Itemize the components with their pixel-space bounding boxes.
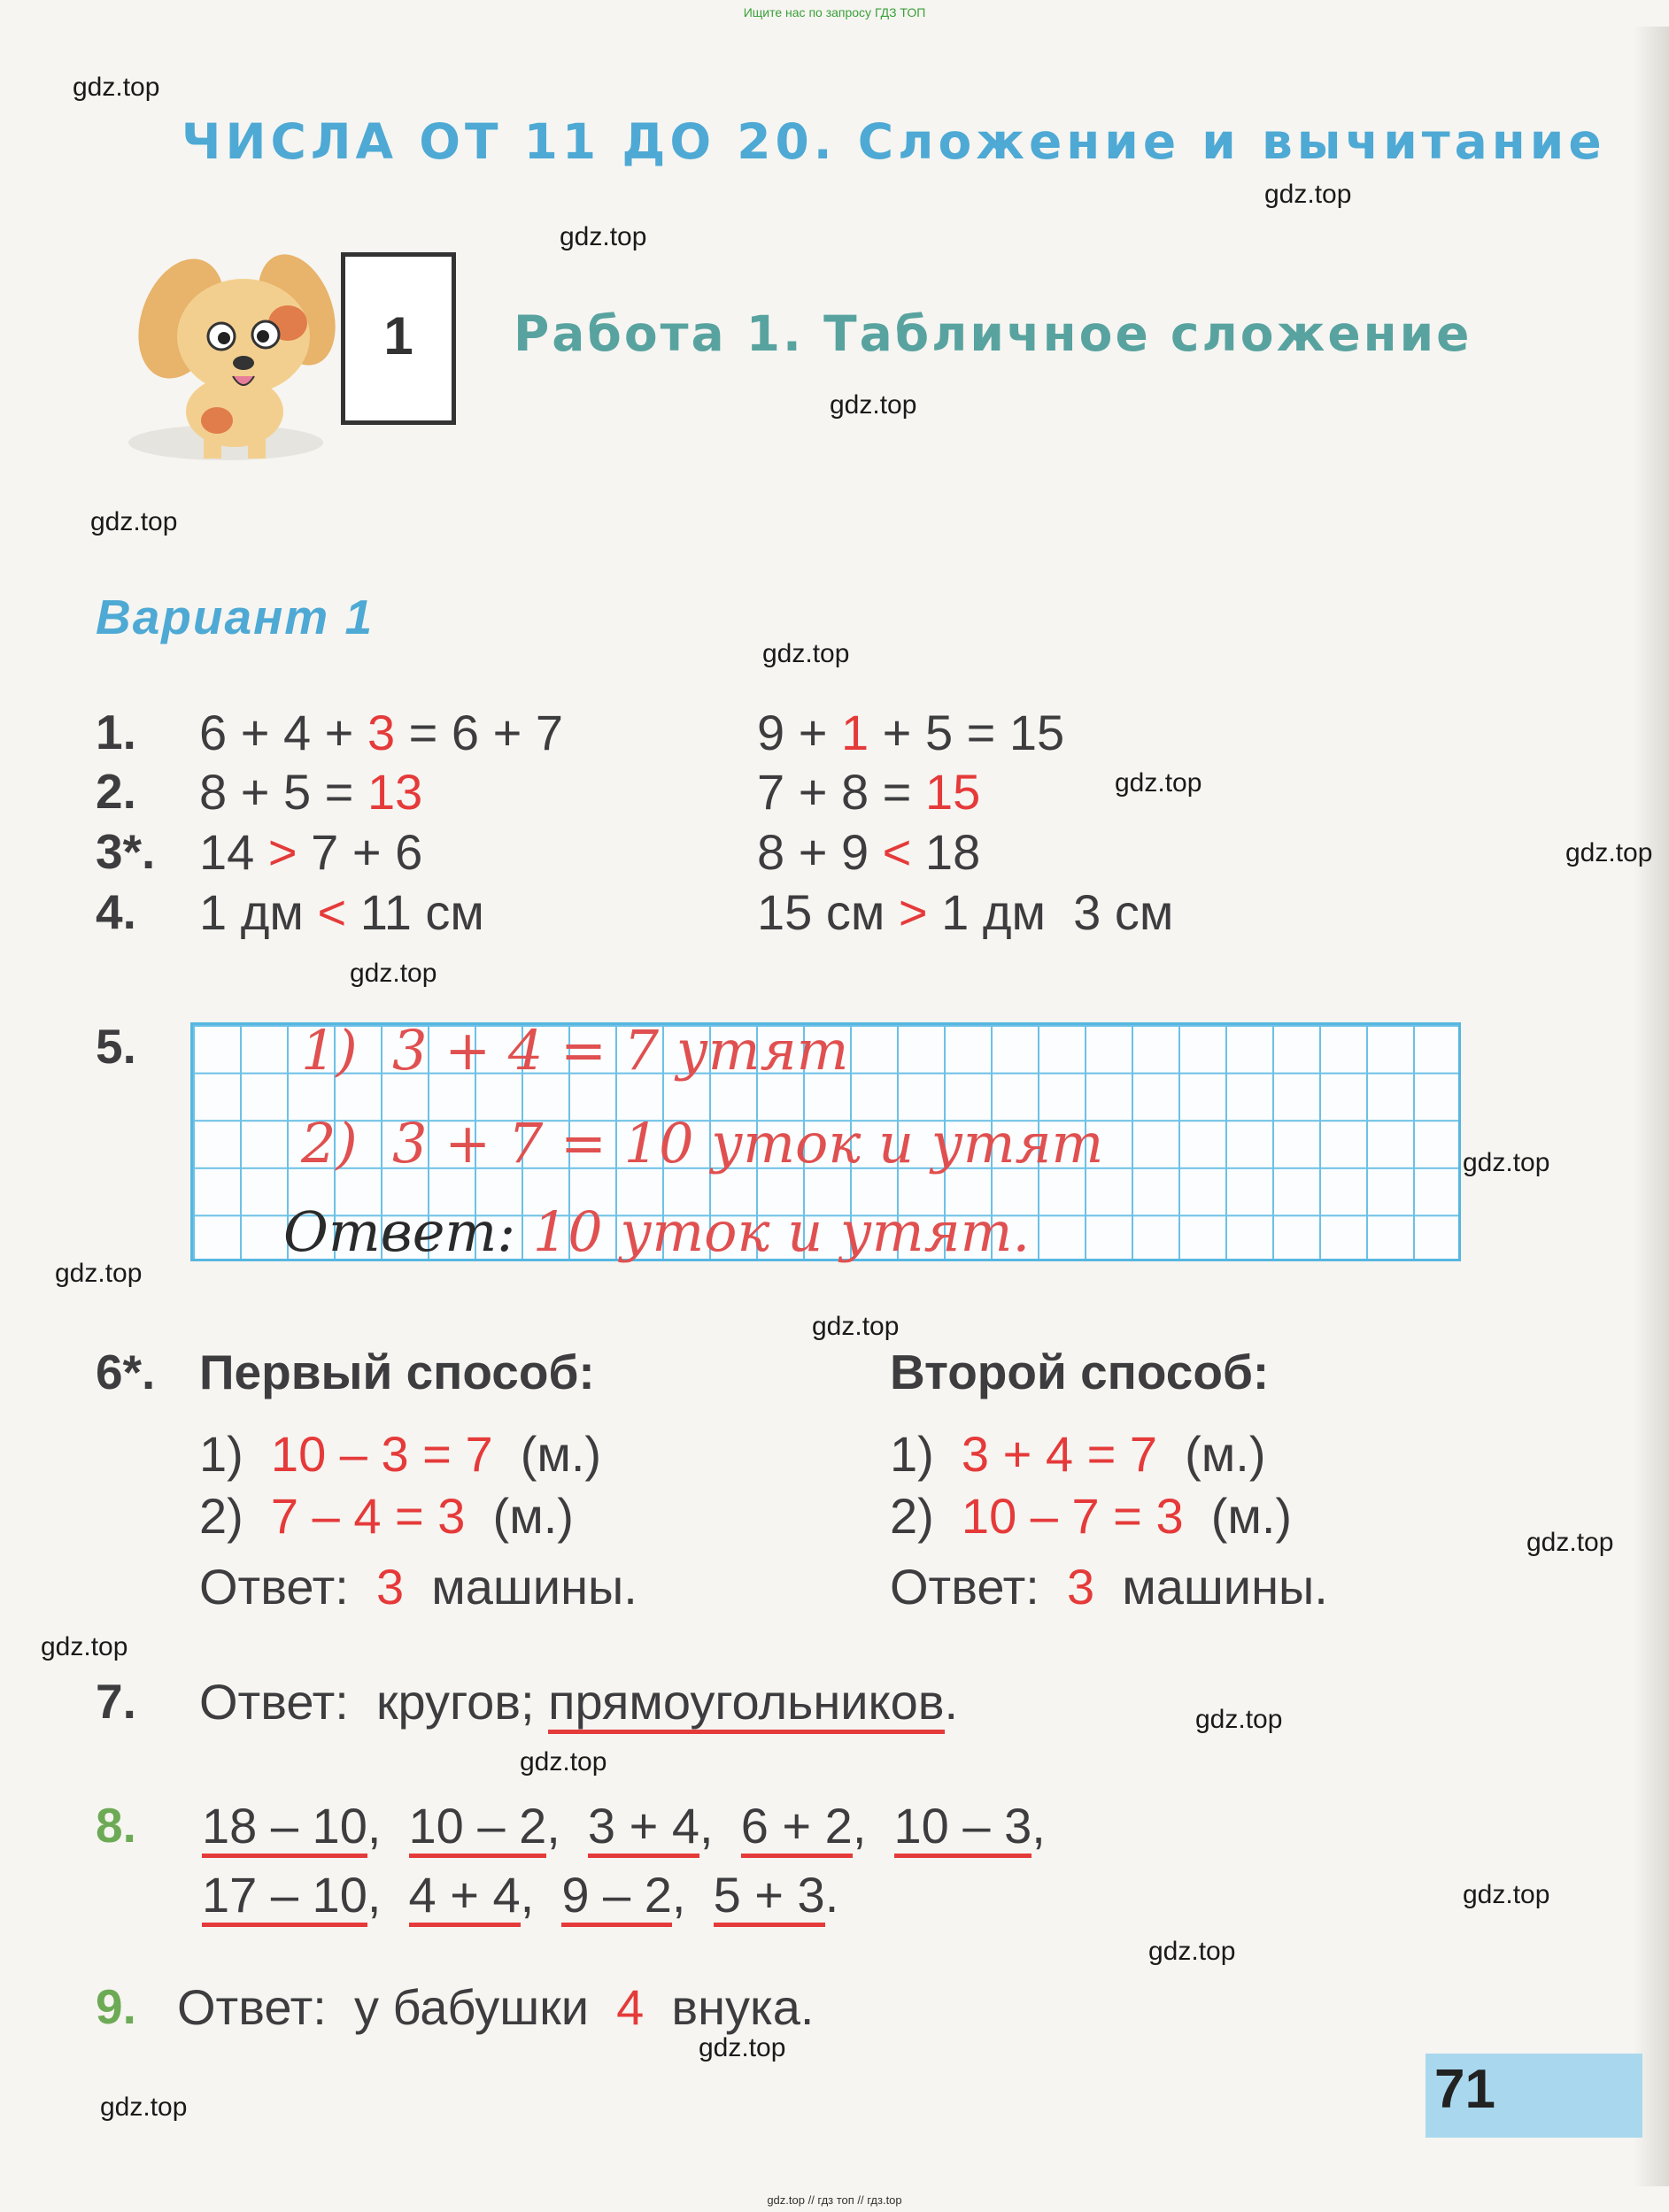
watermark: gdz.top	[100, 2093, 188, 2122]
task-9-answer: Ответ: у бабушки 4 внука.	[177, 1979, 815, 2035]
task-3-number: 3*.	[96, 824, 156, 879]
variant-heading: Вариант 1	[96, 590, 375, 644]
task-6-left-answer: Ответ: 3 машины.	[199, 1559, 637, 1615]
task-7-answer: Ответ: кругов; прямоугольников.	[199, 1673, 958, 1730]
task-5-step-1: 1) 3 + 4 = 7 утят	[301, 1018, 849, 1083]
task-4-number: 4.	[96, 884, 136, 939]
watermark: gdz.top	[73, 73, 160, 102]
task-2-number: 2.	[96, 764, 136, 819]
watermark: gdz.top	[41, 1632, 128, 1661]
puppy-illustration	[120, 239, 350, 469]
watermark: gdz.top	[350, 959, 437, 988]
watermark: gdz.top	[762, 639, 850, 668]
work-number: 1	[383, 306, 413, 366]
task-5-step-2: 2) 3 + 7 = 10 уток и утят	[301, 1111, 1104, 1175]
task-1-number: 1.	[96, 705, 136, 759]
watermark: gdz.top	[830, 390, 917, 420]
watermark: gdz.top	[1115, 768, 1202, 798]
task-6-number: 6*.	[96, 1345, 156, 1399]
task-4-right: 15 см > 1 дм 3 см	[757, 884, 1174, 940]
watermark: gdz.top	[520, 1747, 607, 1777]
task-8-row-2: 17 – 10, 4 + 4, 9 – 2, 5 + 3.	[202, 1866, 838, 1923]
task-6-right-step-1: 1) 3 + 4 = 7 (м.)	[890, 1426, 1266, 1482]
task-6-right-answer: Ответ: 3 машины.	[890, 1559, 1328, 1615]
task-8-expression: 10 – 2	[409, 1798, 547, 1858]
page-edge-shadow	[1634, 27, 1669, 2186]
task-8-expression: 4 + 4	[409, 1867, 521, 1927]
task-6-right-step-2: 2) 10 – 7 = 3 (м.)	[890, 1488, 1293, 1544]
task-5-answer: Ответ: 10 уток и утят.	[283, 1199, 1031, 1264]
task-8-expression: 6 + 2	[741, 1798, 853, 1858]
watermark: gdz.top	[699, 2033, 786, 2062]
task-7-number: 7.	[96, 1674, 136, 1729]
page-number: 71	[1434, 2059, 1495, 2120]
watermark: gdz.top	[90, 507, 178, 536]
task-8-number: 8.	[96, 1798, 136, 1853]
watermark: gdz.top	[1565, 838, 1653, 867]
task-1-right: 9 + 1 + 5 = 15	[757, 705, 1065, 760]
task-6-left-step-1: 1) 10 – 3 = 7 (м.)	[199, 1426, 602, 1482]
work-title: Работа 1. Табличное сложение	[514, 305, 1472, 362]
task-6-left-title: Первый способ:	[199, 1345, 595, 1399]
task-8-expression: 18 – 10	[202, 1798, 367, 1858]
task-3-right: 8 + 9 < 18	[757, 824, 981, 880]
task-8-expression: 3 + 4	[588, 1798, 699, 1858]
watermark: gdz.top	[1148, 1937, 1236, 1966]
task-8-expression: 10 – 3	[894, 1798, 1032, 1858]
watermark: gdz.top	[1195, 1705, 1283, 1734]
task-3-left: 14 > 7 + 6	[199, 824, 423, 880]
task-2-left: 8 + 5 = 13	[199, 764, 423, 820]
bottom-note: gdz.top // гдз топ // гдз.top	[767, 2193, 902, 2207]
watermark: gdz.top	[1526, 1528, 1614, 1557]
watermark: gdz.top	[560, 222, 647, 251]
task-9-number: 9.	[96, 1979, 136, 2034]
watermark: gdz.top	[55, 1259, 143, 1288]
watermark: gdz.top	[1264, 180, 1352, 209]
watermark: gdz.top	[1463, 1148, 1550, 1177]
watermark: gdz.top	[812, 1312, 900, 1341]
task-2-right: 7 + 8 = 15	[757, 764, 981, 820]
task-8-expression: 5 + 3	[714, 1867, 825, 1927]
task-4-left: 1 дм < 11 см	[199, 884, 484, 940]
task-1-left: 6 + 4 + 3 = 6 + 7	[199, 705, 564, 760]
chapter-title: ЧИСЛА ОТ 11 ДО 20. Сложение и вычитание	[182, 113, 1606, 170]
watermark: gdz.top	[1463, 1880, 1550, 1909]
task-8-expression: 17 – 10	[202, 1867, 367, 1927]
task-8-expression: 9 – 2	[561, 1867, 672, 1927]
task-6-left-step-2: 2) 7 – 4 = 3 (м.)	[199, 1488, 574, 1544]
top-note: Ищите нас по запросу ГДЗ ТОП	[743, 5, 926, 19]
task-5-number: 5.	[96, 1019, 136, 1074]
task-6-right-title: Второй способ:	[890, 1345, 1270, 1399]
task-8-row-1: 18 – 10, 10 – 2, 3 + 4, 6 + 2, 10 – 3,	[202, 1797, 1046, 1854]
